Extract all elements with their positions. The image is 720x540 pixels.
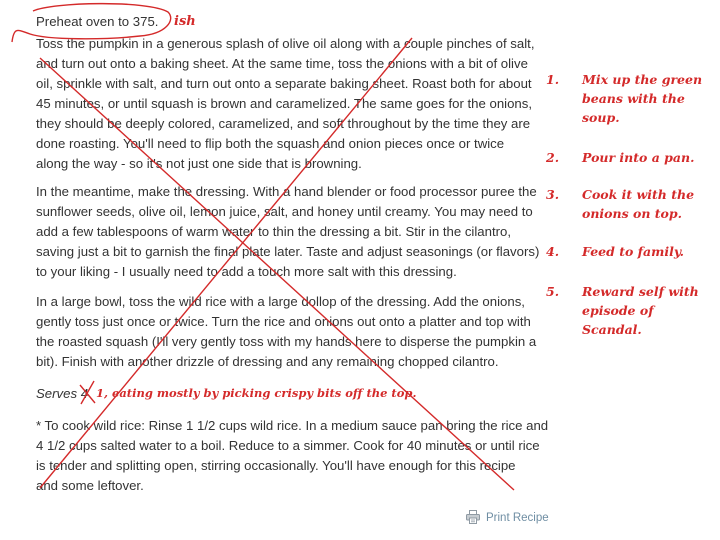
step-number: 4. bbox=[546, 244, 560, 259]
strike-line-up bbox=[40, 38, 412, 488]
step-number: 5. bbox=[546, 284, 560, 299]
paragraph-line: oil, sprinkle with salt, and turn out onto a separate baking sheet. Roast both for about bbox=[36, 76, 532, 91]
paragraph-line: In the meantime, make the dressing. With a hand blender or food processor puree the bbox=[36, 184, 537, 199]
paragraph-line: gently toss just once or twice. Turn the rice and onions out onto a platter and top with bbox=[36, 314, 531, 329]
paragraph-line: 4 1/2 cups salted water to a boil. Reduce to a simmer. Cook for 40 minutes or until rice bbox=[36, 438, 540, 453]
preheat-circle bbox=[12, 4, 171, 42]
step-text: Cook it with the onions on top. bbox=[582, 187, 695, 221]
paragraph-line: In a large bowl, toss the wild rice with a large dollop of the dressing. Add the onions, bbox=[36, 294, 525, 309]
step-text: Mix up the green beans with the soup. bbox=[582, 72, 703, 125]
step-number: 3. bbox=[546, 187, 560, 202]
strike-line-down bbox=[40, 58, 514, 490]
paragraph-line: bit). Finish with another drizzle of dressing and any remaining chopped cilantro. bbox=[36, 354, 499, 369]
paragraph-line: sunflower seeds, olive oil, lemon juice, salt, and honey until creamy. You may need to bbox=[36, 204, 533, 219]
paragraph-line: * To cook wild rice: Rinse 1 1/2 cups wild rice. In a medium sauce pan bring the rice and bbox=[36, 418, 549, 433]
paragraph-line: add a few tablespoons of warm water to thin the dressing a bit. Stir in the cilantro, bbox=[36, 224, 512, 239]
paragraph-line: along the way - so it's not just one side that is browning. bbox=[36, 156, 362, 171]
paragraph-line: Toss the pumpkin in a generous splash of olive oil along with a couple pinches of salt, bbox=[36, 36, 535, 51]
step-text: Feed to family. bbox=[582, 244, 685, 259]
paragraph-line: and turn out onto a baking sheet. At the same time, toss the onions with a bit of olive bbox=[36, 56, 528, 71]
paragraph-line: to your liking - I usually need to add a touch more salt with this dressing. bbox=[36, 264, 457, 279]
paragraph-line: the roasted squash (I'll very gently toss with my hands here to disperse the pumpkin a bbox=[36, 334, 537, 349]
step-number: 1. bbox=[546, 72, 560, 87]
paragraph-line: and some leftover. bbox=[36, 478, 144, 493]
ish-annotation: ish bbox=[174, 14, 196, 29]
step-text: Reward self with episode of Scandal. bbox=[582, 284, 699, 337]
paragraph-line: is tender and splitting open, stirring occasionally. You'll have enough for this recipe bbox=[36, 458, 516, 473]
paragraph-line: 45 minutes, or until squash is brown and caramelized. The same goes for the onions, bbox=[36, 96, 533, 111]
paragraph-line: done roasting. You'll need to flip both the squash and onion pieces once or twice bbox=[36, 136, 505, 151]
step-number: 2. bbox=[546, 150, 560, 165]
serves-annotation: 1, eating mostly by picking crispy bits off the top. bbox=[96, 386, 417, 400]
paragraph-line: they should be deeply colored, caramelized, and soft throughout by the time they are bbox=[36, 116, 531, 131]
serves-line: Serves 4 bbox=[36, 386, 89, 401]
paragraph-line: saving just a bit to garnish the final plate later. Taste and adjust seasonings (or flavors) bbox=[36, 244, 540, 259]
print-recipe-label: Print Recipe bbox=[486, 512, 549, 524]
serves-cross-out bbox=[80, 381, 95, 404]
preheat-instruction: Preheat oven to 375. bbox=[36, 14, 159, 29]
step-text: Pour into a pan. bbox=[582, 150, 695, 165]
